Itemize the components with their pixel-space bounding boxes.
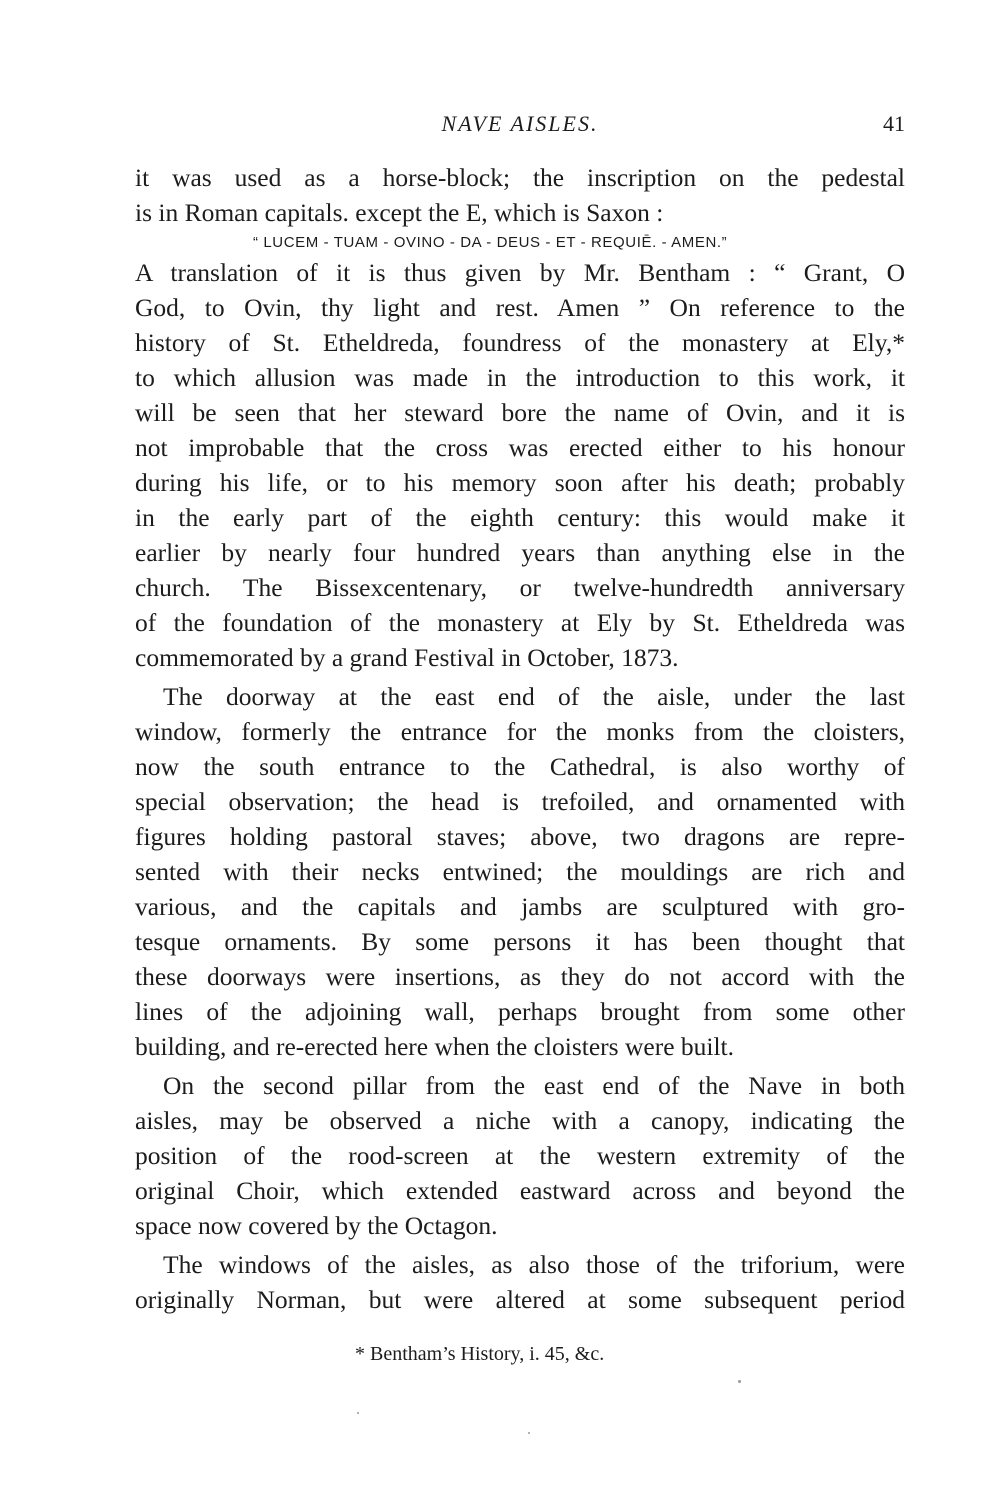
text-line: of the foundation of the monastery at Ely by St. Etheldreda was (135, 608, 905, 637)
print-speck (357, 1412, 359, 1414)
text-line: aisles, may be observed a niche with a canopy, indicating the (135, 1106, 905, 1135)
text-line: lines of the adjoining wall, perhaps brought from some other (135, 997, 905, 1026)
text-line: building, and re-erected here when the cloisters were built. (135, 1032, 735, 1061)
running-title: NAVE AISLES. (441, 111, 599, 136)
page-header (135, 106, 905, 142)
text-line: earlier by nearly four hundred years than anything else in the (135, 538, 905, 567)
body-text (135, 160, 905, 1317)
text-line: sented with their necks entwined; the mouldings are rich and (135, 857, 905, 886)
footnote: * Bentham’s History, i. 45, &c. (355, 1343, 605, 1365)
text-line: will be seen that her steward bore the name of Ovin, and it is (135, 398, 905, 427)
text-line: these doorways were insertions, as they do not accord with the (135, 962, 905, 991)
print-speck (528, 1432, 530, 1434)
text-line: is in Roman capitals. except the E, which is Saxon : (135, 198, 664, 227)
text-line: history of St. Etheldreda, foundress of the monastery at Ely,* (135, 328, 905, 357)
text-line: position of the rood-screen at the western extremity of the (135, 1141, 905, 1170)
page-number: 41 (883, 111, 905, 136)
text-line: commemorated by a grand Festival in October, 1873. (135, 643, 679, 672)
text-line: A translation of it is thus given by Mr. Bentham : “ Grant, O (135, 258, 905, 287)
text-line: special observation; the head is trefoiled, and ornamented with (135, 787, 905, 816)
text-line: space now covered by the Octagon. (135, 1211, 498, 1240)
text-line: in the early part of the eighth century: this would make it (135, 503, 905, 532)
text-line: various, and the capitals and jambs are sculptured with gro- (135, 892, 905, 921)
text-line: window, formerly the entrance for the monks from the cloisters, (135, 717, 905, 746)
text-line: God, to Ovin, thy light and rest. Amen ” On reference to the (135, 293, 905, 322)
text-line: to which allusion was made in the introduction to this work, it (135, 363, 905, 392)
text-line: not improbable that the cross was erected either to his honour (135, 433, 905, 462)
inscription: “ LUCEM - TUAM - OVINO - DA - DEUS - ET - REQUIĒ. - AMEN.” (253, 234, 728, 251)
text-line: now the south entrance to the Cathedral, is also worthy of (135, 752, 905, 781)
text-line: during his life, or to his memory soon after his death; probably (135, 468, 905, 497)
text-line: On the second pillar from the east end of the Nave in both (163, 1071, 905, 1100)
text-line: church. The Bissexcentenary, or twelve-hundredth anniversary (135, 573, 905, 602)
text-line: tesque ornaments. By some persons it has been thought that (135, 927, 905, 956)
text-line: The windows of the aisles, as also those of the triforium, were (163, 1250, 905, 1279)
text-line: figures holding pastoral staves; above, two dragons are repre- (135, 822, 905, 851)
text-line: The doorway at the east end of the aisle, under the last (163, 682, 905, 711)
text-line: original Choir, which extended eastward across and beyond the (135, 1176, 905, 1205)
text-line: it was used as a horse-block; the inscription on the pedestal (135, 163, 905, 192)
text-line: originally Norman, but were altered at some subsequent period (135, 1285, 905, 1314)
print-speck (738, 1380, 741, 1383)
